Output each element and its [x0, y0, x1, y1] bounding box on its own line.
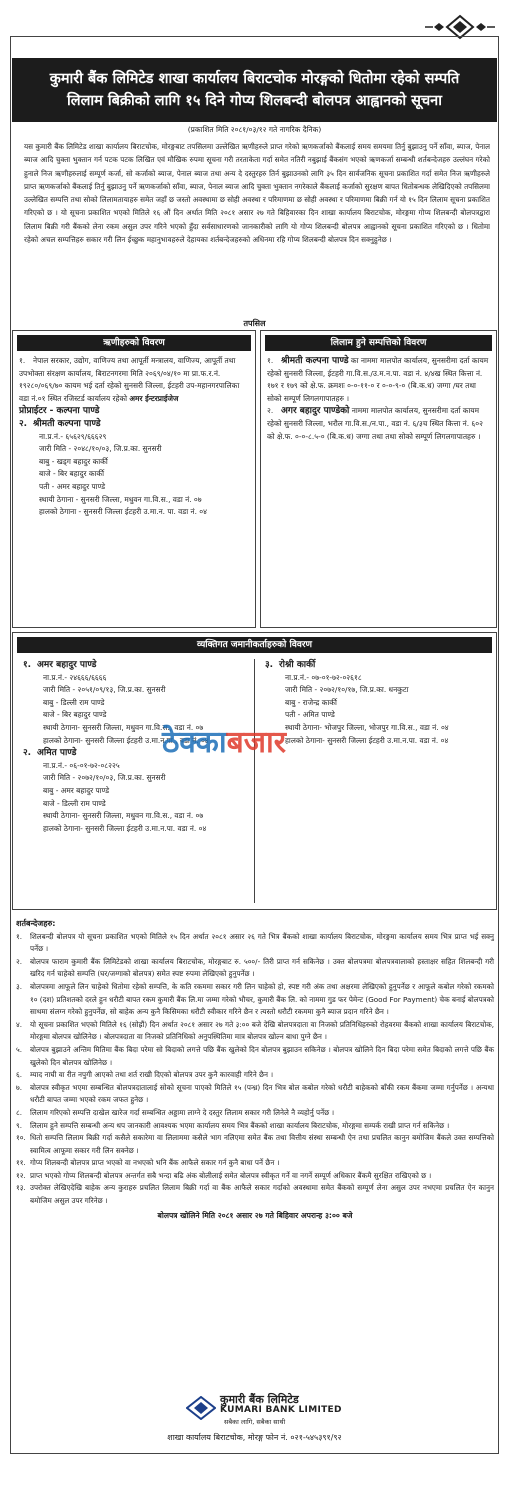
- term-item: [16, 1132, 494, 1157]
- watermark-part-1: ठेक्का: [162, 725, 227, 760]
- guarantors-left: [17, 659, 251, 903]
- watermark-part-2: बजार: [226, 725, 287, 760]
- term-num: १०.: [16, 1133, 26, 1143]
- guarantor-2: [17, 747, 251, 835]
- borrower-2-line: जारी मिति - २०४८/१०/०३, जि.प्र.का. सुनसरी: [39, 444, 162, 454]
- borrower-2-line: हालको ठेगाना - सुनसरी जिल्ला ईटहरी उ.मा.न. पा. वडा नं. ०४: [39, 507, 207, 517]
- bank-name-nepali: कुमारी बैंक लिमिटेड: [220, 1393, 299, 1406]
- term-num: ५.: [16, 1044, 23, 1054]
- guarantor-1-line: जारी मिति - २०५१/०९/१३, जि.प्र.का. सुनसरी: [43, 685, 166, 695]
- guarantor-2-line: ना.प्र.नं.- ०६-०१-७२-०८२२५: [43, 760, 120, 770]
- guarantor-3-num: ३.: [265, 660, 274, 670]
- guarantor-2-line: स्थायी ठेगाना- सुनसरी जिल्ला, मधुवन गा.वि.स., वडा नं. ०७: [43, 811, 204, 821]
- property-1-text: का नाममा मालपोत कार्यालय, सुनसरीमा दर्ता कायम रहेको सुनसरी जिल्ला, ईटहरी गा.वि.स./उ.म.न.पा. वडा नं. ४/४ख स्थित कित्ता नं. १७१ र १७९ को क्षे.फ. क्रमशः ०-०-११-० र ०-०-९-० (बि.क.ध) जग्गा /घर तथा सोको सम्पूर्ण लिगलगापातहरु ।: [267, 356, 489, 403]
- term-num: ३.: [16, 981, 23, 991]
- borrower-2-line: ना.प्र.नं.- ६५६२९/६६६२९: [39, 431, 107, 441]
- branch-contact-footer: शाखा कार्यालय बिराटचोक, मोरङ्ग फोन नं. ०२१-५४५३९१/९२: [167, 1433, 342, 1442]
- term-text: लिलाम गरिएको सम्पत्ति दाखेल खारेज गर्दा सम्बन्धित अड्डामा लाग्ने दे दस्तुर लिलाम सकार गरी लिनेले नै व्यहोर्नु पर्नेछ ।: [30, 1107, 335, 1117]
- guarantors-divider: [254, 659, 255, 903]
- thekka-bazar-watermark: [162, 720, 362, 760]
- property-2-owner: अगर बहादुर पाण्डेको: [281, 406, 350, 417]
- guarantor-1-line: ना.प्र.नं.- २४६६६/६६६६: [43, 672, 107, 682]
- term-item: [16, 1120, 494, 1133]
- borrower-2-line: बाबु - खड्ग बहादुर कार्की: [39, 456, 108, 466]
- kumari-bank-logo-icon: [186, 1396, 216, 1420]
- term-num: २.: [16, 956, 23, 966]
- property-1-num: १.: [267, 356, 274, 365]
- term-text: गोप्य शिलबन्दी बोलपत्र प्राप्त भएको वा नभएको भनि बैंक आफैले सकार गर्न कुनै बाधा पर्ने छैन ।: [30, 1158, 280, 1168]
- term-num: १२.: [16, 1170, 26, 1180]
- term-item: [16, 1157, 494, 1170]
- property-2-text: नाममा मालपोत कार्यालय, सुनसरीमा दर्ता कायम रहेको सुनसरी जिल्ला, भरौल गा.वि.स./न.पा., वडा नं. ६/३च स्थित कित्ता नं. ६०२ को क्षे.फ. ०-०-८.५-० (बि.क.ध) जग्गा तथा तथा सोको सम्पूर्ण लिगलगापातहरु ।: [267, 406, 483, 441]
- term-text: बोलपत्र फाराम कुमारी बैंक लिमिटेडको शाखा कार्यालय बिराटचोक, मोरङ्गबाट रु. ५००/- तिरी प्राप्त गर्न सकिनेछ । उक्त बोलपत्रमा बोलपत्रवालाको हस्ताक्षर सहित शिलबन्दी गरी खरिद गर्न चाहेको सम्पत्ति (घर/जग्गाको बोलपत्र) समेत स्पष्ट रुपमा लेखिएको हुनुपर्नेछ ।: [30, 956, 494, 979]
- term-text: बोलपत्र बुझाउने अन्तिम मितिमा बैंक बिदा परेमा सो बिदाको लगत्ते पछि बैंक खुलेको दिन बोलपत्र बुझाउन सकिनेछ । बोलपत्र खोलिने दिन बिदा परेमा समेत बिदाको लगत्ते पछि बैंक खुलेको दिन बोलपत्र खोलिनेछ ।: [30, 1044, 494, 1067]
- bank-name-english: KUMARI BANK LIMITED: [220, 1405, 342, 1415]
- term-item: [16, 956, 494, 981]
- guarantor-2-line: बाजे - डिल्ली राम पाण्डे: [43, 798, 106, 808]
- properties-heading: लिलाम हुने सम्पत्तिको विवरण: [265, 335, 492, 351]
- term-num: १.: [16, 931, 23, 941]
- borrower-2-line: स्थायी ठेगाना - सुनसरी जिल्ला, मधुवन गा.वि.स., वडा नं. ०७: [39, 494, 202, 504]
- borrower-1-text: नेपाल सरकार, उद्योग, वाणिज्य तथा आपूर्ती मन्त्रालय, वाणिज्य, आपूर्ती तथा उपभोक्ता संरक्षण कार्यालय, बिराटनगरमा मिति २०६९/०४/१० मा प्रा.फ.र.नं. १९२८०/०६९/७० कायम भई दर्ता रहेको सुनसरी जिल्ला, ईटहरी उप-महानगरपालिका वडा नं.०१ स्थित रजिस्टर्ड कार्यालय रहेको: [19, 356, 240, 403]
- borrower-1-proprietor: प्रोप्राईटर - कल्पना पाण्डे: [19, 406, 100, 417]
- term-item: [16, 1170, 494, 1183]
- borrower-2-name: श्रीमती कल्पना पाण्डे: [33, 418, 101, 429]
- guarantor-1-name: अमर बहादुर पाण्डे: [37, 660, 97, 670]
- guarantors-box: [12, 632, 497, 910]
- term-item: [16, 1069, 494, 1082]
- title-line-2: लिलाम बिक्रीको लागि १५ दिने गोप्य शिलबन्दी बोलपत्र आह्वानको सूचना: [66, 93, 442, 109]
- guarantor-1-line: हालको ठेगाना- सुनसरी जिल्ला ईटहरी उ.मा.न.पा., वडा नं. ०४: [43, 735, 209, 745]
- guarantor-3-line: स्थायी ठेगाना- भोजपुर जिल्ला, भोजपुर गा.वि.स., वडा नं. ०४: [285, 722, 449, 732]
- guarantor-2-num: २.: [23, 748, 32, 759]
- guarantor-3-line: पती - अमित पाण्डे: [285, 710, 335, 720]
- borrower-property-section: [12, 330, 497, 628]
- term-text: यो सूचना प्रकाशित भएको मितिले १६ (सोह्रौं) दिन अर्थात २०८१ असार २७ गते ३:०० बजे देखि बोलपत्रदाता वा निजको प्रतिनिधिहरुको रोहवरमा बैंकको शाखा कार्यालय बिराटचोक, मोरङ्गमा बोलपत्र खोलिनेछ । बोलपत्रदाता वा निजको प्रतिनिधिको अनुपस्थितिमा मात्र बोलपत्र खोल्न बाधा पुग्ने छैन ।: [30, 1019, 494, 1042]
- bid-opening-date: बोलपत्र खोलिने मिति २०८१ असार २७ गते बिहिवार अपरान्ह ३:०० बजे: [157, 1210, 353, 1220]
- borrower-1-num: १.: [19, 356, 26, 365]
- terms-section: [16, 918, 494, 1222]
- borrower-2-num: २.: [19, 418, 28, 429]
- term-text: लिलाम हुने सम्पत्ति सम्बन्धी अन्य थप जानकारी आवश्यक भएमा कार्यालय समय भित्र बैंकको शाखा कार्यालय बिराटचोक, मोरङ्गमा सम्पर्क राखी प्राप्त गर्न सकिनेछ ।: [30, 1120, 450, 1130]
- guarantor-2-line: बाबु - अमर बहादुर पाण्डे: [43, 785, 110, 795]
- guarantor-1-line: बाजे - बिर बहादुर पाण्डे: [43, 710, 107, 720]
- borrowers-box: [12, 330, 256, 628]
- term-num: ७.: [16, 1082, 23, 1092]
- terms-title: शर्तबन्देजहरु:: [16, 919, 56, 928]
- published-date: (प्रकाशित मिति २०८१/०३/१२ गते नागरिक दैनिक): [187, 125, 322, 134]
- term-item: [16, 1107, 494, 1120]
- guarantor-1-line: बाबु - डिल्ली राम पाण्डे: [43, 697, 105, 707]
- term-num: ६.: [16, 1070, 23, 1080]
- guarantor-3-line: ना.प्र.नं.- ०७-०१-७२-०२६१८: [285, 672, 362, 682]
- title-line-1: कुमारी बैंक लिमिटेड शाखा कार्यालय बिराटचोक मोरङ्गको धितोमा रहेको सम्पति: [49, 71, 460, 87]
- guarantor-3-line: हालको ठेगाना- सुनसरी जिल्ला ईटहरी उ.मा.न.पा. वडा नं. ०४: [285, 735, 449, 745]
- property-2: [261, 405, 496, 443]
- borrower-1: [13, 355, 255, 418]
- term-text: बोलपत्रमा आफूले लिन चाहेको धितोमा रहेको सम्पत्ति, के कति रकममा सकार गरी लिन चाहेको हो, स्पष्ट गरी अंक तथा अक्षरमा लेखिएको हुनुपर्नेछ र आफूले कबोल गरेको रकमको १० (दश) प्रतिशतको दरले हुन धरौटी बापत रकम कुमारी बैंक लि.मा जम्मा गरेको भौचर, कुमारी बैंक लि. को नाममा गुड फर पेमेन्ट (Good For Payment) चेक बनाई बोलपत्रको साथमा संलग्न गरेको हुनुपर्नेछ, सो बाहेक अन्य कुनै किसिमका धरौटी स्वीकार गरिने छैन र त्यस्तो धरौटी रकममा कुनै ब्याज प्रदान गरिने छैन ।: [30, 981, 494, 1017]
- term-num: ८.: [16, 1107, 23, 1117]
- borrower-2-line: बाजे - बिर बहादुर कार्की: [39, 469, 105, 479]
- term-text: प्राप्त भएको गोप्य शिलबन्दी बोलपत्र अन्तर्गत सबै भन्दा बढि अंक बोलीलाई समेत बोलपत्र स्वीकृत गर्ने वा नगर्ने सम्पूर्ण अधिकार बैंकमै सुरक्षित राखिएको छ ।: [30, 1170, 432, 1180]
- term-item: [16, 931, 494, 956]
- property-1: [261, 355, 496, 405]
- bank-tagline: सबैका लागि, सबैका साथी: [224, 1418, 286, 1426]
- properties-box: [260, 330, 497, 628]
- term-num: ११.: [16, 1158, 26, 1168]
- guarantor-2-name: अमित पाण्डे: [37, 748, 77, 759]
- guarantor-3-line: बाबु - राजेन्द्र कार्की: [285, 697, 337, 707]
- property-2-num: २.: [267, 406, 274, 416]
- term-num: ९.: [16, 1120, 23, 1130]
- borrowers-heading: ऋणीहरुको विवरण: [17, 335, 251, 351]
- borrower-1-firm: अमर ईन्टरप्राईजेज: [129, 393, 179, 403]
- term-num: ४.: [16, 1019, 23, 1029]
- term-num: १३.: [16, 1183, 26, 1193]
- term-text: शिलबन्दी बोलपत्र यो सूचना प्रकाशित भएको मितिले १५ दिन अर्थात २०८१ असार २६ गते भित्र बैंकको शाखा कार्यालय बिराटचोक, मोरङ्गमा कार्यालय समय भित्र प्राप्त भई सक्नु पर्नेछ ।: [30, 931, 494, 954]
- property-1-owner: श्रीमती कल्पना पाण्डे: [281, 356, 349, 366]
- guarantor-2-line: जारी मिति - २०७२/१०/०३, जि.प्र.का. सुनसरी: [43, 773, 166, 783]
- bank-logo: [186, 1392, 356, 1428]
- guarantor-1-line: स्थायी ठेगाना- सुनसरी जिल्ला, मधुवन गा.वि.स., वडा नं. ०७: [43, 722, 204, 732]
- term-text: बोलपत्र स्वीकृत भएमा सम्बन्धित बोलपत्रदातालाई सोको सूचना पाएको मितिले १५ (पन्ध्र) दिन भित्र बोल कबोल गरेको धरौटी बाहेकको बाँकी रकम बैंकमा जम्मा गर्नुपर्नेछ । अन्यथा धरौटी बापत जम्मा भएको रकम जफत हुनेछ ।: [30, 1082, 494, 1105]
- term-item: [16, 981, 494, 1019]
- term-text: धितो सम्पत्ति लिलाम बिक्री गर्दा कसैले सकारेमा वा लिलाममा कसैले भाग नलिएमा समेत बैंक तथा वित्तीय संस्था सम्बन्धी ऐन तथा प्रचलित कानुन बमोजिम बैंकले उक्त सम्पत्तिको स्वामित्व आफूमा सकार गरी लिन सक्नेछ ।: [30, 1133, 494, 1155]
- term-item: [16, 1082, 494, 1107]
- term-item: [16, 1182, 494, 1207]
- guarantor-2-line: हालको ठेगाना- सुनसरी जिल्ला ईटहरी उ.मा.न.पा. वडा नं. ०४: [43, 823, 207, 833]
- intro-paragraph: यस कुमारी बैंक लिमिटेड शाखा कार्यालय बिराटचोक, मोरङ्गबाट तपसिलमा उल्लेखित ऋणीहरुले प्राप्त गरेको ऋणकर्जाको बैंकलाई समय समयमा तिर्नु बुझाउनु पर्ने साँवा, ब्याज, पेनाल ब्याज आदि चुक्ता भुक्तान गर्न पटक पटक लिखित एवं मौखिक रुपमा सूचना गरी तरताकेता गर्दा समेत नतिरी नबुझाई बैंकसंग भएको ऋणकर्जा सम्बन्धी शर्तबन्देजहरु उल्लंघन गरेको हुनाले निज ऋणीहरुलाई सम्पूर्ण कर्जा, सो कर्जाको ब्याज, पेनाल ब्याज तथा अन्य दे दस्तुरहरु तिर्न बुझाउनको लागि ३५ दिन सार्वजनिक सूचना प्रकाशित गर्दा समेत निज ऋणीहरुले प्राप्त ऋणकर्जाको बैंकलाई तिर्नु बुझाउनु पर्ने ऋणकर्जाको साँवा, ब्याज, पेनाल ब्याज आदि चुक्ता भुक्तान नगरेकाले बैंकलाई कर्जाको सुरक्षण बापत धितोबन्धक लेखिदिएको तपसिलमा उल्लेखित सम्पत्ति तथा सोको लिलामतायाहरु समेत जहाँ छ जस्तो अवस्थामा छ सोही अवस्था र परिमाणमा छ सोही अवस्था र परिमाणमा बिक्री गर्न यो १५ दिन लिलाम सूचना प्रकाशित गरिएको छ । यो सूचना प्रकाशित भएको मितिले १६ औं दिन अर्थात मिति २०८१ असार २७ गते बिहिवारका दिन शाखा कार्यालय बिराटचोक, मोरङ्गमा गोप्य शिलबन्दी बोलपत्रद्वारा लिलाम बिक्री गरी बैंकको लेना रकम असुल उपर गरिने भएको हुँदा सर्वसाधारणको जानकारीको लागि यो गोप्य शिलबन्दी बोलपत्र आह्वानको सूचना प्रकाशित गरिएको छ । धितोमा रहेको अचल सम्पत्तिहरु सकार गरी लिन ईच्छुक महानुभावहरुले देहायका शर्तबन्देजहरुको अधिनमा रहि गोप्य शिलबन्दी बोलपत्र दिन सक्नुहुनेछ ।: [24, 142, 490, 245]
- borrower-2: [13, 418, 255, 519]
- term-text: उपरोक्त लेखिएदेखि बाहेक अन्य कुराहरु प्रचलित लिलाम बिक्री गर्दा वा बैंक आफैले सकार गर्दाको अवस्थामा समेत बैंकको सम्पूर्ण लेना असुल उपर नभएमा प्रचलित ऐन कानुन बमोजिम असुल उपर गरिनेछ ।: [30, 1183, 494, 1206]
- guarantors-heading: व्यक्तिगत जमानीकर्ताहरुको विवरण: [17, 637, 492, 653]
- notice-title: [12, 58, 497, 122]
- term-item: [16, 1044, 494, 1069]
- schedule-label: तपसिल: [243, 319, 266, 328]
- guarantor-1-num: १.: [23, 660, 32, 670]
- term-item: [16, 1019, 494, 1044]
- borrower-2-line: पती - अमर बहादुर पाण्डे: [39, 481, 106, 491]
- guarantor-3-line: जारी मिति - २०७२/१०/१७, जि.प्र.का. धनकुटा: [285, 685, 409, 695]
- guarantor-3-name: रोश्नी कार्की: [279, 660, 316, 670]
- term-text: म्याद नाघी वा रीत नपुगी आएको तथा शर्त राखी दिएको बोलपत्र उपर कुनै कारवाही गरिने छैन ।: [30, 1070, 274, 1080]
